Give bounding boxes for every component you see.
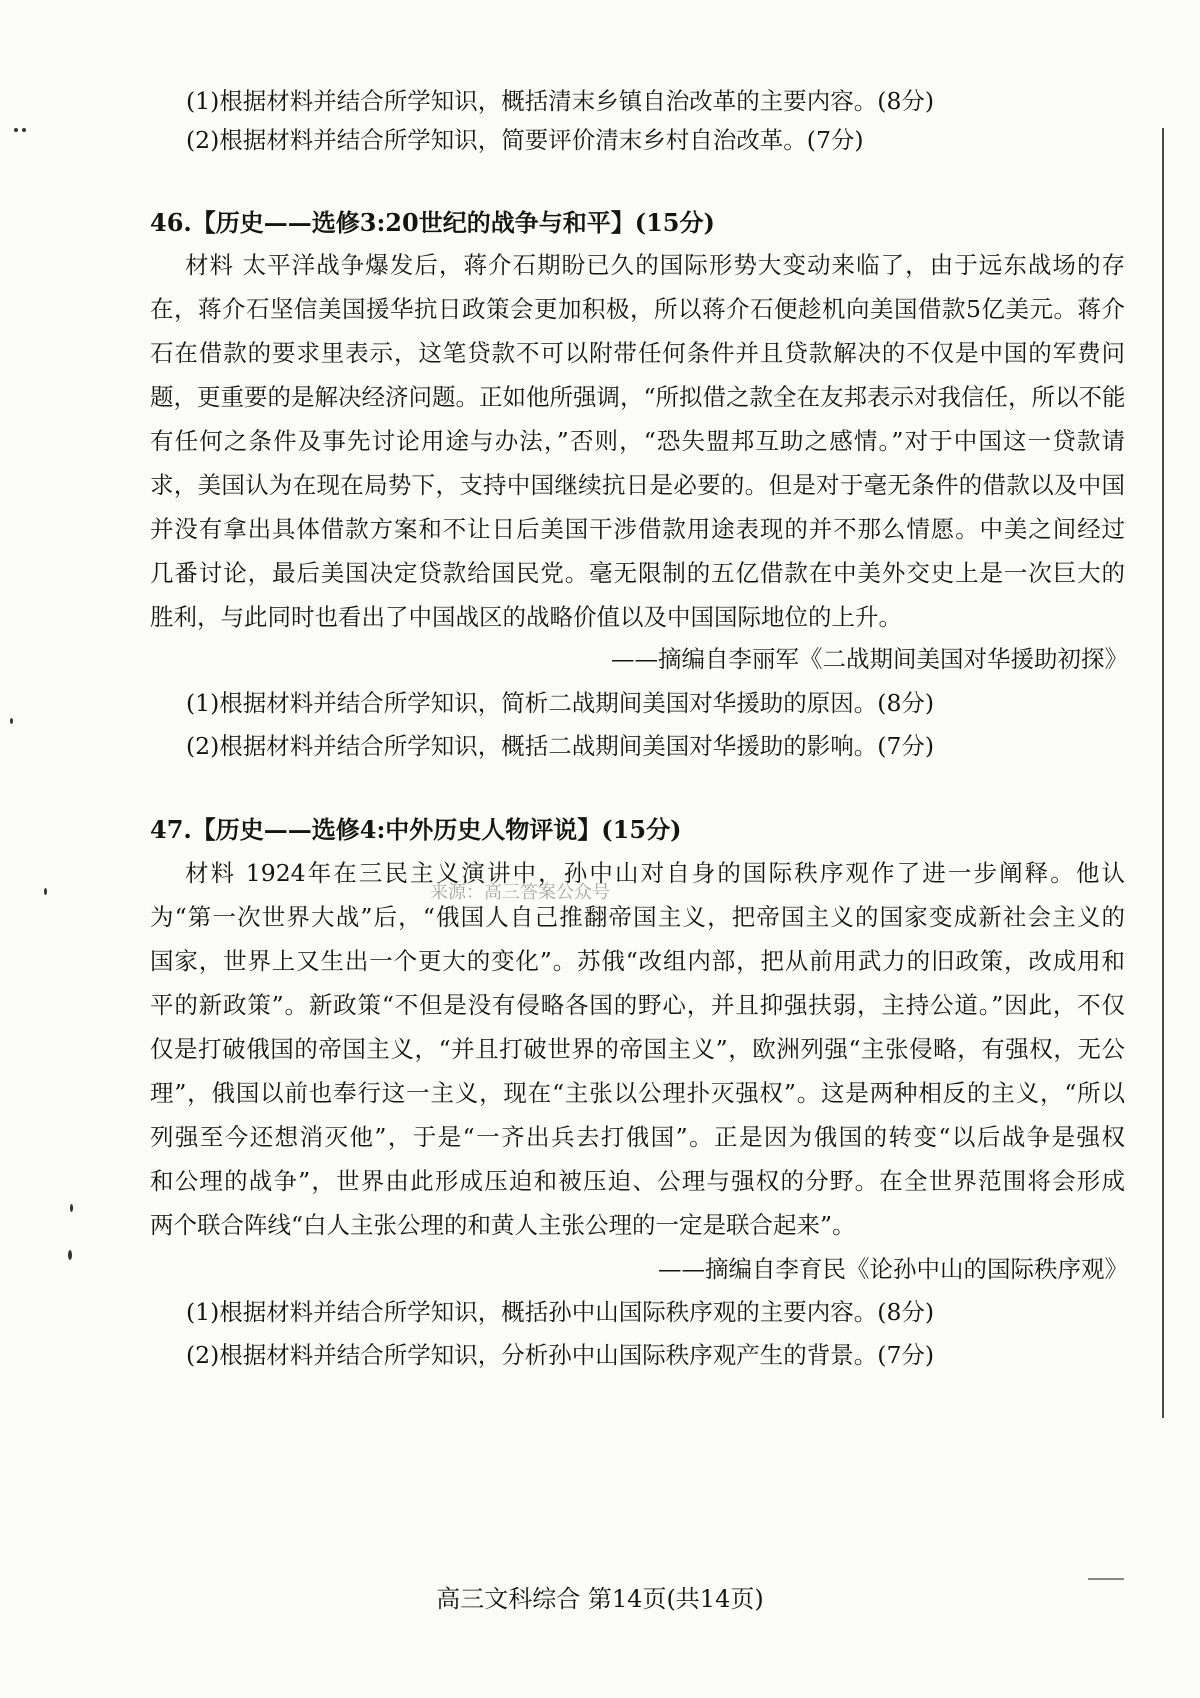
q47-material-line: 列强至今还想消灭他”，于是“一齐出兵去打俄国”。正是因为俄国的转变“以后战争是强权 [150, 1123, 1125, 1151]
margin-rule [1162, 128, 1164, 1418]
q46-material-line: 在，蒋介石坚信美国援华抗日政策会更加积极，所以蒋介石便趁机向美国借款5亿美元。蒋介 [150, 295, 1125, 323]
q46-material-line: 材料 太平洋战争爆发后，蒋介石期盼已久的国际形势大变动来临了，由于远东战场的存 [185, 251, 1125, 279]
q47-material-line: 平的新政策”。新政策“不但是没有侵略各国的野心，并且抑强扶弱，主持公道。”因此，不仅 [150, 991, 1125, 1019]
q46-material-line: 求，美国认为在现在局势下，支持中国继续抗日是必要的。但是对于毫无条件的借款以及中国 [150, 471, 1125, 499]
q47-material-line: 国家，世界上又生出一个更大的变化”。苏俄“改组内部，把从前用武力的旧政策，改成用和 [150, 947, 1125, 975]
scan-speck [14, 128, 18, 132]
q46-material-line: 并没有拿出具体借款方案和不让日后美国干涉借款用途表现的并不那么情愿。中美之间经过 [150, 515, 1125, 543]
q46-material-line: 题，更重要的是解决经济问题。正如他所强调，“所拟借之款全在友邦表示对我信任，所以不能 [150, 383, 1126, 411]
watermark: 来源：高三答案公众号 [430, 882, 610, 903]
q47-source: ——摘编自李育民《论孙中山的国际秩序观》 [658, 1255, 1128, 1283]
q47-material-line: 理”，俄国以前也奉行这一主义，现在“主张以公理扑灭强权”。这是两种相反的主义，“所以 [150, 1079, 1125, 1107]
q47-heading: 47.【历史——选修4:中外历史人物评说】(15分) [150, 815, 682, 844]
scan-speck [70, 1204, 73, 1212]
scan-speck [68, 1250, 72, 1260]
q47-subquestion-2: (2)根据材料并结合所学知识，分析孙中山国际秩序观产生的背景。(7分) [186, 1341, 935, 1369]
q46-material-line: 石在借款的要求里表示，这笔贷款不可以附带任何条件并且贷款解决的不仅是中国的军费问 [150, 339, 1125, 367]
q46-subquestion-2: (2)根据材料并结合所学知识，概括二战期间美国对华援助的影响。(7分) [186, 732, 935, 760]
q45-subquestion-2: (2)根据材料并结合所学知识，简要评价清末乡村自治改革。(7分) [186, 126, 864, 154]
q46-subquestion-1: (1)根据材料并结合所学知识，简析二战期间美国对华援助的原因。(8分) [186, 689, 935, 717]
scan-mark [1088, 1578, 1124, 1580]
q47-subquestion-1: (1)根据材料并结合所学知识，概括孙中山国际秩序观的主要内容。(8分) [186, 1298, 935, 1326]
q46-material-line: 几番讨论，最后美国决定贷款给国民党。毫无限制的五亿借款在中美外交史上是一次巨大的 [150, 559, 1125, 587]
q47-material-line: 仅是打破俄国的帝国主义，“并且打破世界的帝国主义”，欧洲列强“主张侵略，有强权，无公 [150, 1035, 1125, 1063]
q47-material-line: 和公理的战争”，世界由此形成压迫和被压迫、公理与强权的分野。在全世界范围将会形成 [150, 1167, 1125, 1195]
q46-source: ——摘编自李丽军《二战期间美国对华援助初探》 [611, 645, 1128, 673]
scan-speck [10, 718, 13, 724]
q46-heading: 46.【历史——选修3:20世纪的战争与和平】(15分) [150, 208, 715, 237]
q47-material-line: 材料 1924年在三民主义演讲中，孙中山对自身的国际秩序观作了进一步阐释。他认 [185, 859, 1125, 887]
q46-material-line: 胜利，与此同时也看出了中国战区的战略价值以及中国国际地位的上升。 [150, 603, 902, 631]
q47-material-line: 两个联合阵线“白人主张公理的和黄人主张公理的一定是联合起来”。 [150, 1211, 856, 1239]
q45-subquestion-1: (1)根据材料并结合所学知识，概括清末乡镇自治改革的主要内容。(8分) [186, 87, 935, 115]
scan-speck [22, 128, 26, 132]
scan-speck [44, 888, 47, 895]
page-footer: 高三文科综合 第14页(共14页) [436, 1585, 764, 1613]
q47-material-line: 为“第一次世界大战”后，“俄国人自己推翻帝国主义，把帝国主义的国家变成新社会主义的 [150, 903, 1125, 931]
q46-material-line: 有任何之条件及事先讨论用途与办法，”否则，“恐失盟邦互助之感情。”对于中国这一贷款请 [150, 427, 1125, 455]
